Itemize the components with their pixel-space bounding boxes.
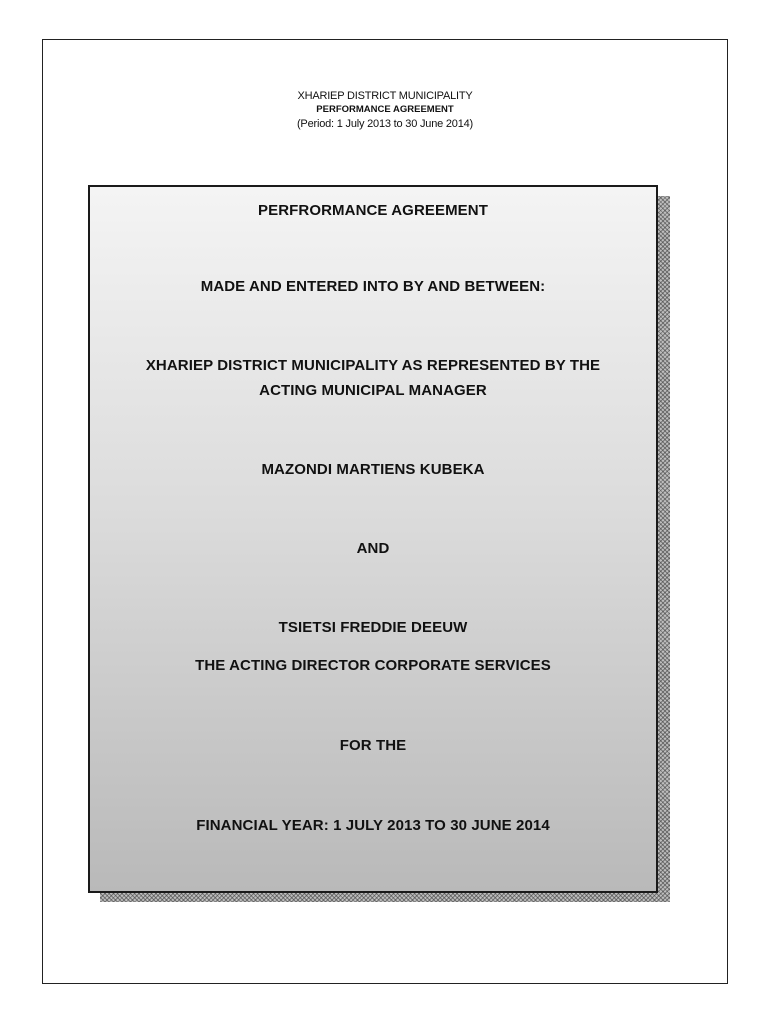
cover-box (88, 185, 658, 893)
header-municipality: XHARIEP DISTRICT MUNICIPALITY (297, 90, 473, 102)
party-two-name: TSIETSI FREDDIE DEEUW (278, 619, 468, 636)
cover-title: PERFRORMANCE AGREEMENT (258, 202, 488, 219)
for-the-text: FOR THE (339, 737, 407, 754)
financial-year-text: FINANCIAL YEAR: 1 JULY 2013 TO 30 JUNE 2014 (196, 817, 550, 834)
party-two-title: THE ACTING DIRECTOR CORPORATE SERVICES (195, 657, 551, 674)
page-header (43, 89, 727, 132)
made-between-text: MADE AND ENTERED INTO BY AND BETWEEN: (200, 278, 546, 295)
and-text: AND (356, 540, 390, 557)
party-one-name: MAZONDI MARTIENS KUBEKA (261, 461, 485, 478)
party-one-line2: ACTING MUNICIPAL MANAGER (259, 382, 487, 399)
header-period: (Period: 1 July 2013 to 30 June 2014) (296, 117, 474, 130)
party-one-line1: XHARIEP DISTRICT MUNICIPALITY AS REPRESENTED BY THE (145, 357, 601, 374)
header-doc-type: PERFORMANCE AGREEMENT (316, 103, 454, 115)
